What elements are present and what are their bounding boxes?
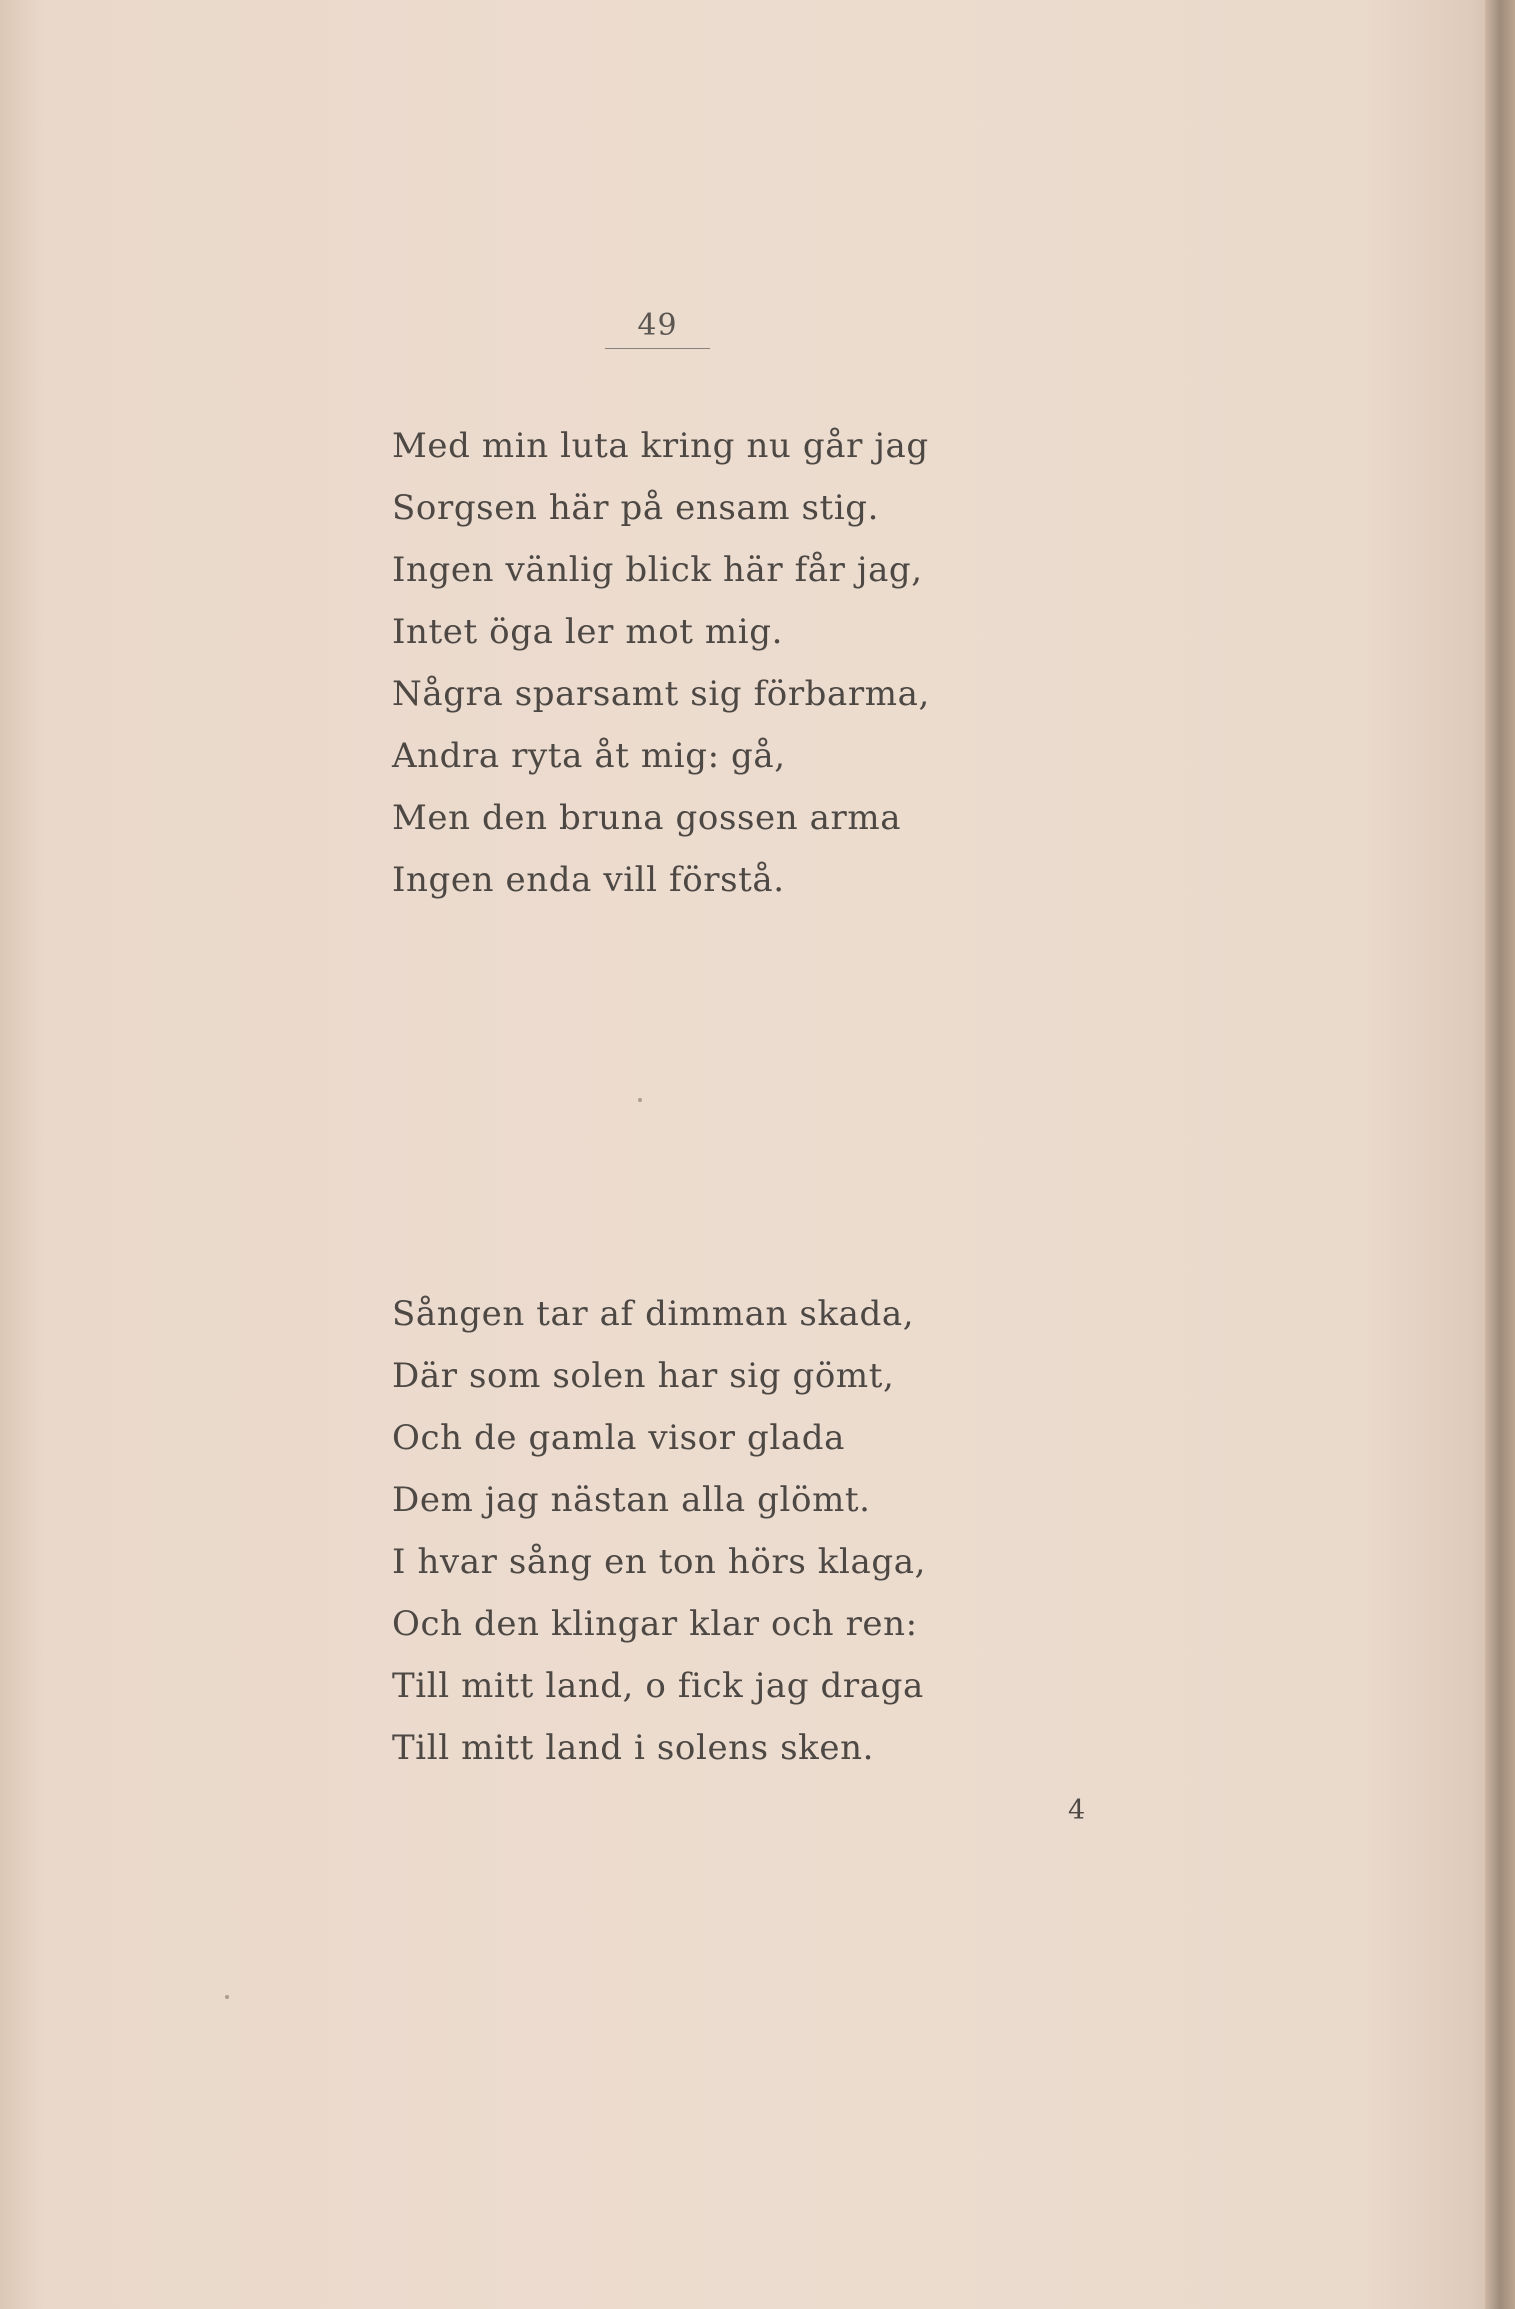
poem-line: Ingen enda vill förstå.: [392, 860, 785, 900]
stanza-2: [392, 1283, 1092, 1779]
paper-speck: [225, 1995, 229, 1999]
stanza-1: [392, 415, 1092, 911]
poem-line: Och de gamla visor glada: [392, 1418, 845, 1458]
printer-signature-mark: 4: [1068, 1795, 1086, 1826]
poem-line: Och den klingar klar och ren:: [392, 1604, 918, 1644]
poem-line: Ingen vänlig blick här får jag,: [392, 550, 923, 590]
poem-line: Intet öga ler mot mig.: [392, 612, 784, 652]
poem-line: Till mitt land, o fick jag draga: [392, 1666, 924, 1706]
poem-line: Sorgsen här på ensam stig.: [392, 488, 880, 528]
page-edge-shadow: [1485, 0, 1515, 2309]
poem-line: I hvar sång en ton hörs klaga,: [392, 1542, 926, 1582]
poem-line: Dem jag nästan alla glömt.: [392, 1480, 871, 1520]
poem-line: Några sparsamt sig förbarma,: [392, 674, 930, 714]
poem-line: Med min luta kring nu går jag: [392, 426, 929, 466]
poem-line: Sången tar af dimman skada,: [392, 1294, 915, 1334]
poem-line: Där som solen har sig gömt,: [392, 1356, 895, 1396]
paper-speck: [638, 1098, 642, 1102]
poem-line: Men den bruna gossen arma: [392, 798, 902, 838]
poem-line: Till mitt land i solens sken.: [392, 1728, 874, 1768]
page-number: 49: [605, 308, 710, 349]
poem-line: Andra ryta åt mig: gå,: [392, 736, 786, 776]
